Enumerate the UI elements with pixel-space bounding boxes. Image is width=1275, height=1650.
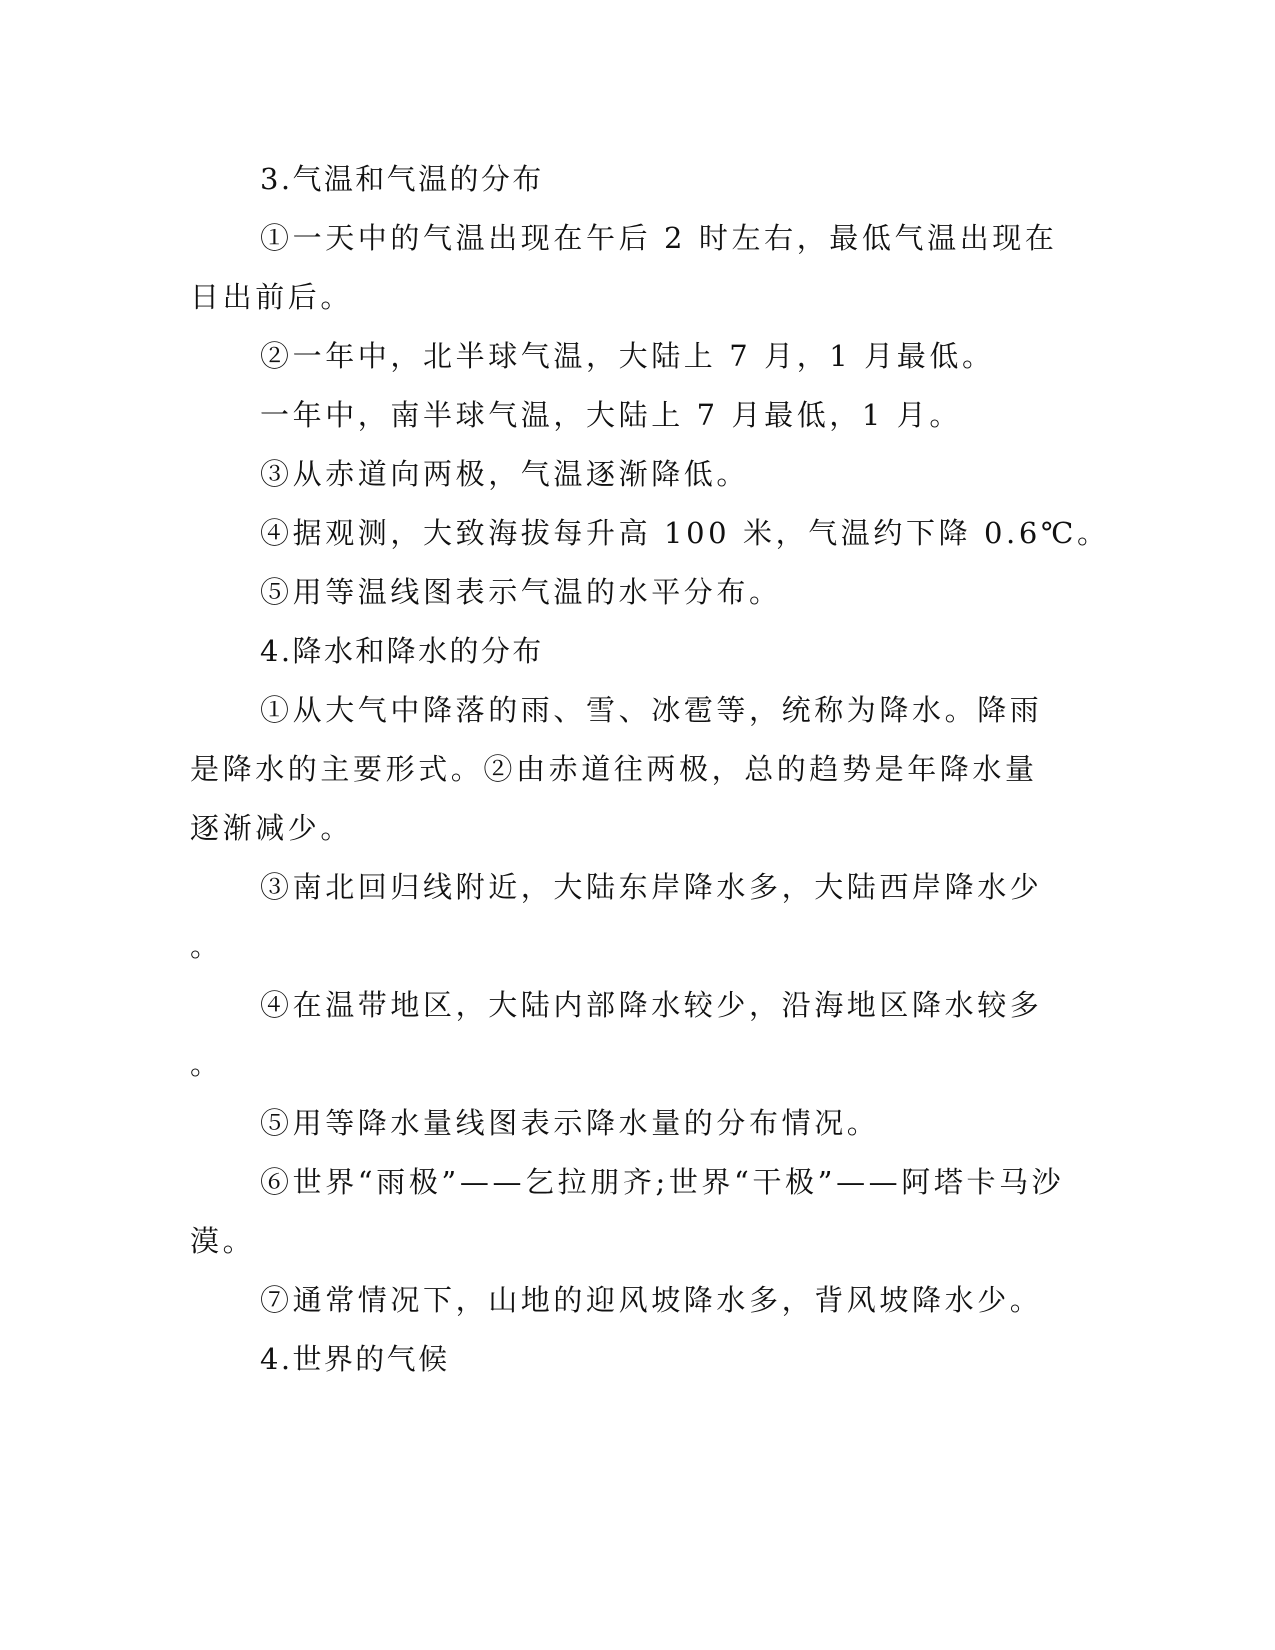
text-line: ②一年中，北半球气温，大陆上 7 月，1 月最低。 (260, 339, 995, 373)
text-line: 是降水的主要形式。②由赤道往两极，总的趋势是年降水量 (190, 752, 1038, 786)
text-line: ③南北回归线附近，大陆东岸降水多，大陆西岸降水少 (260, 870, 1043, 904)
text-line: ⑤用等温线图表示气温的水平分布。 (260, 575, 782, 609)
text-line: ⑦通常情况下，山地的迎风坡降水多，背风坡降水少。 (260, 1283, 1043, 1317)
text-line: 。 (190, 929, 223, 963)
text-line: ①从大气中降落的雨、雪、冰雹等，统称为降水。降雨 (260, 693, 1043, 727)
text-line: 逐渐减少。 (190, 811, 354, 845)
text-line: ④在温带地区，大陆内部降水较少，沿海地区降水较多 (260, 988, 1043, 1022)
text-line: 漠。 (190, 1224, 256, 1258)
section-heading-precipitation: 4.降水和降水的分布 (260, 634, 544, 668)
text-line: 日出前后。 (190, 280, 354, 314)
text-line: ③从赤道向两极，气温逐渐降低。 (260, 457, 750, 491)
text-line: ④据观测，大致海拔每升高 100 米，气温约下降 0.6℃。 (260, 516, 1110, 550)
text-line: ①一天中的气温出现在午后 2 时左右，最低气温出现在 (260, 221, 1058, 255)
text-line: ⑤用等降水量线图表示降水量的分布情况。 (260, 1106, 880, 1140)
section-heading-temperature: 3.气温和气温的分布 (260, 162, 544, 196)
text-line: ⑥世界“雨极”——乞拉朋齐;世界“干极”——阿塔卡马沙 (260, 1165, 1065, 1199)
section-heading-climate: 4.世界的气候 (260, 1342, 450, 1376)
text-line: 一年中，南半球气温，大陆上 7 月最低，1 月。 (260, 398, 962, 432)
text-line: 。 (190, 1047, 223, 1081)
